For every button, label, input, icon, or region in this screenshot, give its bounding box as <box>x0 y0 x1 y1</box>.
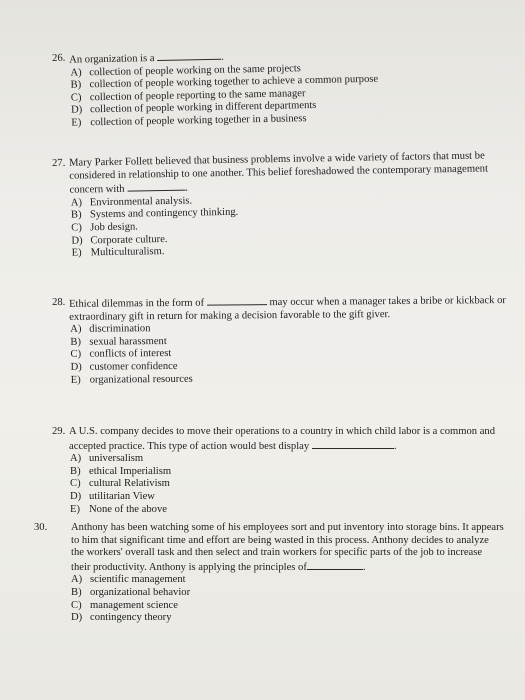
option-text: management science <box>90 599 178 611</box>
option-e <box>70 504 507 517</box>
option-text: collection of people working on the same projects <box>89 62 301 78</box>
stem-after: . <box>362 561 366 573</box>
stem-before: A U.S. company decides to move their operations to a country in which child labor is a common and accepted practice. This type of action would best display <box>69 426 496 452</box>
option-letter: E) <box>70 374 81 386</box>
option-text: ethical Imperialism <box>89 465 172 477</box>
option-letter: E) <box>71 117 82 129</box>
option-text: collection of people working together to achieve a common purpose <box>89 73 379 91</box>
option-e <box>71 371 508 387</box>
stem-after: . <box>185 182 188 194</box>
option-letter: D) <box>71 612 83 624</box>
option-b <box>70 466 507 479</box>
option-text: universalism <box>89 453 144 465</box>
question-30 <box>34 522 504 625</box>
option-letter: A) <box>71 574 83 586</box>
stem-after: may occur when a manager takes a bribe or kickback or extraordinary gift in return for making a decision favorable to the gift giver. <box>69 295 506 323</box>
option-text: organizational behavior <box>90 586 191 598</box>
option-letter: D) <box>71 235 83 247</box>
stem-before: Anthony has been watching some of his employees sort and put inventory into storage bins. It appears to him that significant time and effort are being wasted in this process. Anthony decides to analyze the workers' overall task and then select and train workers for specific parts of the job to increase their productivity. Anthony is applying the principles of <box>71 522 504 573</box>
option-letter: B) <box>70 336 82 348</box>
option-letter: E) <box>70 503 80 515</box>
option-b <box>71 587 504 600</box>
option-c <box>70 478 507 491</box>
question-number: 29. <box>52 426 66 437</box>
answer-blank <box>127 181 185 192</box>
option-letter: B) <box>70 79 82 91</box>
option-letter: C) <box>70 349 82 361</box>
question-number: 26. <box>52 52 66 64</box>
option-letter: D) <box>71 104 83 117</box>
option-text: collection of people working in different departments <box>89 100 317 116</box>
stem-before: Ethical dilemmas in the form of <box>69 297 205 310</box>
stem-before: An organization is a <box>69 53 155 66</box>
option-list <box>71 574 504 624</box>
question-stem <box>52 150 508 198</box>
question-text <box>69 150 508 197</box>
option-text: collection of people working together in a business <box>90 113 307 129</box>
option-text: Environmental analysis. <box>89 195 193 209</box>
stem-after: . <box>221 51 224 63</box>
option-text: None of the above <box>89 503 167 515</box>
option-text: Corporate culture. <box>90 233 168 246</box>
option-text: customer confidence <box>89 360 178 373</box>
question-number: 27. <box>52 157 66 169</box>
question-27 <box>52 150 509 261</box>
option-list <box>71 190 509 261</box>
option-d <box>71 612 504 625</box>
option-list <box>70 59 508 130</box>
question-text <box>71 522 504 574</box>
option-a <box>71 574 504 587</box>
question-28 <box>52 293 508 387</box>
option-text: scientific management <box>90 574 186 586</box>
question-stem <box>52 426 507 453</box>
option-list <box>70 453 507 516</box>
question-text <box>69 293 507 324</box>
option-letter: B) <box>70 465 81 477</box>
question-number: 28. <box>52 296 66 308</box>
option-text: utilitarian View <box>89 490 155 502</box>
option-c <box>71 600 504 613</box>
option-letter: A) <box>70 197 83 209</box>
option-letter: C) <box>70 92 82 104</box>
option-d <box>70 491 507 504</box>
option-text: conflicts of interest <box>89 348 172 361</box>
option-letter: C) <box>70 478 81 490</box>
option-text: organizational resources <box>89 373 193 386</box>
option-text: sexual harassment <box>89 335 167 348</box>
option-letter: C) <box>71 222 82 234</box>
answer-blank <box>157 50 221 61</box>
option-letter: B) <box>71 586 82 598</box>
option-text: contingency theory <box>90 612 172 624</box>
option-letter: A) <box>70 67 82 79</box>
option-text: Multiculturalism. <box>90 246 165 259</box>
option-letter: D) <box>70 490 82 502</box>
stem-before: Mary Parker Follett believed that business problems involve a wide variety of factors that must be considered in relationship to one another. This belief foreshadowed the contemporary management concern with <box>68 150 489 196</box>
option-letter: E) <box>71 247 82 259</box>
question-stem <box>52 293 507 324</box>
answer-blank <box>307 560 363 570</box>
stem-after: . <box>393 440 397 452</box>
option-letter: A) <box>70 323 82 336</box>
option-text: Job design. <box>90 221 138 234</box>
option-text: cultural Relativism <box>89 478 170 490</box>
option-a <box>70 453 507 466</box>
answer-blank <box>207 295 267 306</box>
question-number: 30. <box>34 522 48 533</box>
option-list <box>70 320 508 387</box>
answer-blank <box>312 439 394 449</box>
option-text: discrimination <box>89 323 151 335</box>
option-letter: B) <box>70 209 82 222</box>
option-letter: C) <box>71 599 82 611</box>
option-text: Systems and contingency thinking. <box>89 207 239 221</box>
question-29 <box>52 426 507 516</box>
question-26 <box>52 44 508 130</box>
option-text: collection of people reporting to the same manager <box>89 87 306 104</box>
option-letter: A) <box>70 453 82 465</box>
question-text <box>69 426 507 453</box>
question-stem <box>34 522 504 574</box>
option-letter: D) <box>70 361 82 373</box>
